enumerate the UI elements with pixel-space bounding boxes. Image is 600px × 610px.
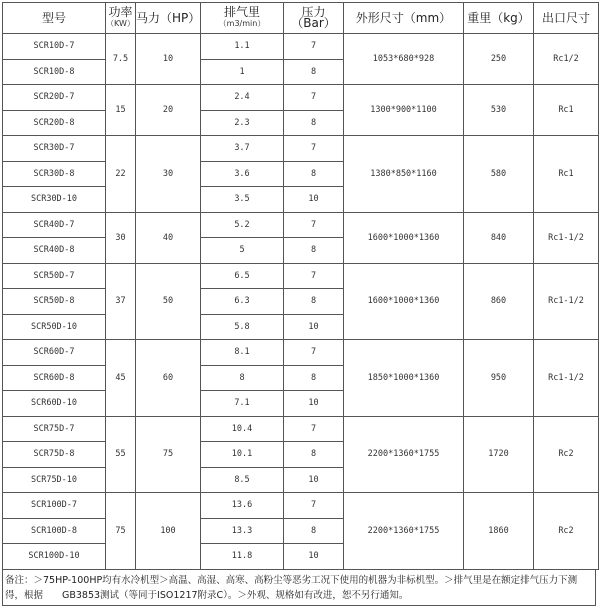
pressure-cell: 8 [284, 289, 344, 315]
header-air-delivery-unit: （m3/min） [218, 19, 266, 28]
table-row [3, 212, 599, 238]
pressure-cell: 8 [284, 59, 344, 85]
pressure-cell: 7 [284, 136, 344, 162]
model-cell: SCR100D-10 [3, 544, 106, 570]
header-outlet: 出口尺寸 [534, 3, 599, 34]
model-cell: SCR50D-10 [3, 314, 106, 340]
model-cell: SCR10D-8 [3, 59, 106, 85]
air-delivery-cell: 1.1 [201, 34, 284, 60]
weight-cell: 1860 [464, 493, 534, 570]
header-power-kw-unit: （KW） [106, 19, 135, 28]
power-kw-cell: 30 [106, 212, 136, 263]
table-row [3, 136, 599, 162]
model-cell: SCR50D-8 [3, 289, 106, 315]
air-delivery-cell: 5 [201, 238, 284, 264]
model-cell: SCR40D-7 [3, 212, 106, 238]
horsepower-cell: 100 [136, 493, 201, 570]
pressure-cell: 7 [284, 263, 344, 289]
model-cell: SCR60D-10 [3, 391, 106, 417]
power-kw-cell: 7.5 [106, 34, 136, 85]
spec-table-body [3, 34, 599, 570]
weight-cell: 530 [464, 85, 534, 136]
notes: 备注：＞75HP-100HP均有水冷机型＞高温、高湿、高寒、高粉尘等恶劣工况下使用的机器为非标机型。＞排气里是在额定排气压力下测得，根据 GB3853测试（等同于ISO1217附录C）。＞外观、规格如有改进，恕不另行通知。 [2, 570, 596, 606]
model-cell: SCR20D-7 [3, 85, 106, 111]
air-delivery-cell: 8 [201, 365, 284, 391]
air-delivery-cell: 10.1 [201, 442, 284, 468]
pressure-cell: 10 [284, 391, 344, 417]
model-cell: SCR75D-7 [3, 416, 106, 442]
outlet-cell: Rc1/2 [534, 34, 599, 85]
pressure-cell: 8 [284, 161, 344, 187]
header-air-delivery [201, 3, 284, 34]
pressure-cell: 8 [284, 518, 344, 544]
model-cell: SCR60D-8 [3, 365, 106, 391]
air-delivery-cell: 7.1 [201, 391, 284, 417]
air-delivery-cell: 6.3 [201, 289, 284, 315]
model-cell: SCR10D-7 [3, 34, 106, 60]
weight-cell: 580 [464, 136, 534, 213]
weight-cell: 950 [464, 340, 534, 417]
power-kw-cell: 55 [106, 416, 136, 493]
horsepower-cell: 20 [136, 85, 201, 136]
header-model: 型号 [3, 3, 106, 34]
model-cell: SCR30D-8 [3, 161, 106, 187]
table-row [3, 34, 599, 60]
model-cell: SCR60D-7 [3, 340, 106, 366]
pressure-cell: 10 [284, 467, 344, 493]
model-cell: SCR30D-7 [3, 136, 106, 162]
model-cell: SCR100D-7 [3, 493, 106, 519]
pressure-cell: 8 [284, 365, 344, 391]
air-delivery-cell: 1 [201, 59, 284, 85]
header-weight: 重里（kg） [464, 3, 534, 34]
model-cell: SCR20D-8 [3, 110, 106, 136]
pressure-cell: 10 [284, 187, 344, 213]
air-delivery-cell: 13.6 [201, 493, 284, 519]
header-dimensions: 外形尺寸（mm） [344, 3, 464, 34]
air-delivery-cell: 10.4 [201, 416, 284, 442]
air-delivery-cell: 5.8 [201, 314, 284, 340]
air-delivery-cell: 2.4 [201, 85, 284, 111]
dimensions-cell: 1380*850*1160 [344, 136, 464, 213]
outlet-cell: Rc2 [534, 493, 599, 570]
dimensions-cell: 1600*1000*1360 [344, 263, 464, 340]
horsepower-cell: 40 [136, 212, 201, 263]
air-delivery-cell: 13.3 [201, 518, 284, 544]
air-delivery-cell: 8.1 [201, 340, 284, 366]
pressure-cell: 10 [284, 314, 344, 340]
outlet-cell: Rc1-1/2 [534, 212, 599, 263]
pressure-cell: 10 [284, 544, 344, 570]
model-cell: SCR50D-7 [3, 263, 106, 289]
pressure-cell: 7 [284, 340, 344, 366]
dimensions-cell: 1850*1000*1360 [344, 340, 464, 417]
outlet-cell: Rc1 [534, 136, 599, 213]
pressure-cell: 8 [284, 110, 344, 136]
outlet-cell: Rc1-1/2 [534, 340, 599, 417]
model-cell: SCR40D-8 [3, 238, 106, 264]
table-row [3, 263, 599, 289]
pressure-cell: 8 [284, 442, 344, 468]
weight-cell: 1720 [464, 416, 534, 493]
weight-cell: 860 [464, 263, 534, 340]
model-cell: SCR75D-8 [3, 442, 106, 468]
spec-table [2, 2, 599, 570]
horsepower-cell: 50 [136, 263, 201, 340]
header-row [3, 3, 599, 34]
weight-cell: 250 [464, 34, 534, 85]
air-delivery-cell: 11.8 [201, 544, 284, 570]
air-delivery-cell: 5.2 [201, 212, 284, 238]
air-delivery-cell: 3.5 [201, 187, 284, 213]
power-kw-cell: 45 [106, 340, 136, 417]
pressure-cell: 7 [284, 34, 344, 60]
dimensions-cell: 2200*1360*1755 [344, 493, 464, 570]
dimensions-cell: 2200*1360*1755 [344, 416, 464, 493]
horsepower-cell: 60 [136, 340, 201, 417]
weight-cell: 840 [464, 212, 534, 263]
model-cell: SCR75D-10 [3, 467, 106, 493]
header-air-delivery-label: 排气里 [223, 5, 260, 19]
power-kw-cell: 37 [106, 263, 136, 340]
power-kw-cell: 22 [106, 136, 136, 213]
power-kw-cell: 75 [106, 493, 136, 570]
pressure-cell: 7 [284, 85, 344, 111]
power-kw-cell: 15 [106, 85, 136, 136]
dimensions-cell: 1053*680*928 [344, 34, 464, 85]
air-delivery-cell: 3.6 [201, 161, 284, 187]
horsepower-cell: 75 [136, 416, 201, 493]
pressure-cell: 7 [284, 493, 344, 519]
dimensions-cell: 1300*900*1100 [344, 85, 464, 136]
header-horsepower: 马力（HP） [136, 3, 201, 34]
horsepower-cell: 30 [136, 136, 201, 213]
table-row [3, 416, 599, 442]
air-delivery-cell: 6.5 [201, 263, 284, 289]
pressure-cell: 8 [284, 238, 344, 264]
model-cell: SCR100D-8 [3, 518, 106, 544]
pressure-cell: 7 [284, 212, 344, 238]
outlet-cell: Rc2 [534, 416, 599, 493]
table-row [3, 493, 599, 519]
dimensions-cell: 1600*1000*1360 [344, 212, 464, 263]
air-delivery-cell: 8.5 [201, 467, 284, 493]
outlet-cell: Rc1-1/2 [534, 263, 599, 340]
outlet-cell: Rc1 [534, 85, 599, 136]
spec-sheet [2, 2, 598, 606]
air-delivery-cell: 3.7 [201, 136, 284, 162]
header-power-kw-label: 功率 [108, 5, 133, 19]
pressure-cell: 7 [284, 416, 344, 442]
header-power-kw [106, 3, 136, 34]
air-delivery-cell: 2.3 [201, 110, 284, 136]
table-row [3, 85, 599, 111]
table-row [3, 340, 599, 366]
horsepower-cell: 10 [136, 34, 201, 85]
model-cell: SCR30D-10 [3, 187, 106, 213]
header-pressure: 压力（Bar） [284, 3, 344, 34]
